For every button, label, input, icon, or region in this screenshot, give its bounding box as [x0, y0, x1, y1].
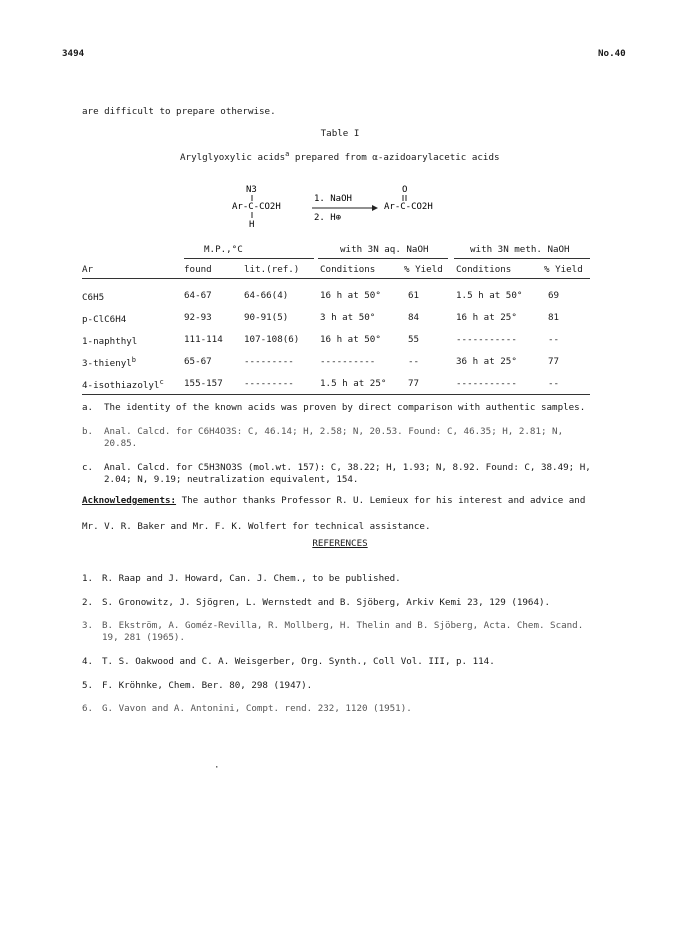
reference-number: 5.: [82, 680, 94, 691]
cell-text: 4-isothiazolyl: [82, 380, 160, 392]
reference-text: S. Gronowitz, J. Sjögren, L. Wernstedt and B. Sjöberg, Arkiv Kemi 23, 129 (1964).: [102, 597, 551, 608]
table-caption: [180, 150, 500, 164]
cell-text: 3 h at 50°: [320, 312, 376, 323]
cell-yield-aq: [408, 378, 419, 390]
cell-cond-meth: [456, 356, 517, 368]
footnote-mark: c: [159, 378, 164, 386]
page-number: 3494: [62, 48, 85, 59]
cell-lit: [244, 312, 288, 324]
cell-text: -----------: [456, 378, 517, 389]
cell-text: --: [408, 356, 420, 367]
caption-post: prepared from α-azidoarylacetic acids: [289, 152, 500, 164]
cell-yield-aq: [408, 312, 419, 324]
cell-text: 61: [408, 290, 420, 301]
cell-ar: [82, 356, 136, 370]
rule-mp: [184, 258, 314, 259]
reaction-arrow-head: [372, 205, 378, 211]
reference-text: B. Ekström, A. Goméz-Revilla, R. Mollberg, H. Thelin and B. Sjöberg, Acta. Chem. Scand. 19, 281 (1965).: [102, 620, 584, 643]
cell-ar: [82, 378, 164, 392]
cell-text: 1-naphthyl: [82, 336, 138, 348]
cell-text: 107-108(6): [244, 334, 300, 345]
footnote-mark: b: [131, 356, 137, 364]
reactant-azide: N3: [246, 185, 257, 195]
cell-found: [184, 356, 212, 368]
cell-text: 16 h at 50°: [320, 290, 381, 301]
col-header-yield-aq: % Yield: [404, 264, 443, 275]
reference-text: T. S. Oakwood and C. A. Weisgerber, Org. Synth., Coll Vol. III, p. 114.: [102, 656, 495, 667]
cell-text: 16 h at 50°: [320, 334, 381, 345]
cell-text: 84: [408, 312, 420, 323]
cell-text: 90-91(5): [244, 312, 289, 323]
footnote-label: a.: [82, 402, 94, 413]
footnote-a: [82, 402, 612, 416]
group-header-meth: with 3N meth. NaOH: [470, 244, 570, 255]
cell-text: 92-93: [184, 312, 212, 323]
cell-lit: [244, 378, 294, 390]
footnote-text: The identity of the known acids was proven by direct comparison with authentic samples.: [104, 402, 586, 413]
col-header-ar: Ar: [82, 264, 94, 275]
col-header-conditions-aq: Conditions: [320, 264, 376, 275]
cell-yield-meth: [548, 334, 559, 346]
cell-cond-aq: [320, 356, 375, 368]
cell-cond-aq: [320, 290, 381, 302]
cell-lit: [244, 356, 294, 368]
cell-cond-meth: [456, 334, 517, 346]
cell-yield-meth: [548, 378, 559, 390]
cell-text: --: [548, 334, 560, 345]
acknowledgements-heading: Acknowledgements:: [82, 495, 177, 506]
cell-cond-aq: [320, 378, 386, 390]
acknowledgements-text: The author thanks Professor R. U. Lemieux for his interest and advice and Mr. V. R. Baker and Mr. F. K. Wolfert for technical assistance.: [82, 495, 586, 532]
cell-text: 155-157: [184, 378, 223, 389]
footnote-b: [82, 426, 612, 454]
table-title: Table I: [320, 128, 360, 139]
cell-text: 65-67: [184, 356, 212, 367]
cell-text: 64-67: [184, 290, 212, 301]
cell-ar: [82, 312, 126, 326]
cell-yield-meth: [548, 312, 559, 324]
cell-found: [184, 378, 223, 390]
cell-found: [184, 312, 212, 324]
footnote-text: Anal. Calcd. for C5H3NO3S (mol.wt. 157): C, 38.22; H, 1.93; N, 8.92. Found: C, 38.49; H, 2.04; N, 9.19; neutralization equivalent, 154.: [104, 462, 591, 485]
col-header-lit: lit.(ref.): [244, 264, 300, 275]
reference-number: 4.: [82, 656, 94, 667]
cell-text: p-ClC6H4: [82, 314, 127, 326]
cell-yield-aq: [408, 290, 419, 302]
cell-text: 81: [548, 312, 560, 323]
reagent-step-1: 1. NaOH: [314, 194, 352, 204]
reference-number: 1.: [82, 573, 94, 584]
reactant-hydrogen: H: [249, 220, 255, 230]
cell-found: [184, 290, 212, 302]
reference-text: G. Vavon and A. Antonini, Compt. rend. 232, 1120 (1951).: [102, 703, 412, 714]
header-rule: [82, 278, 590, 279]
cell-text: 111-114: [184, 334, 223, 345]
cell-yield-aq: [408, 356, 419, 368]
reference-text: F. Kröhnke, Chem. Ber. 80, 298 (1947).: [102, 680, 313, 691]
cell-cond-meth: [456, 378, 517, 390]
product-formula: Ar-C-CO2H: [384, 202, 433, 212]
cell-cond-meth: [456, 290, 522, 302]
col-header-yield-meth: % Yield: [544, 264, 583, 275]
cell-yield-meth: [548, 290, 559, 302]
table-bottom-rule: [82, 394, 590, 395]
cell-ar: [82, 290, 104, 304]
cell-text: 55: [408, 334, 420, 345]
reaction-scheme: [232, 184, 462, 234]
group-header-aq: with 3N aq. NaOH: [340, 244, 429, 255]
footnote-c: [82, 462, 612, 490]
group-header-mp: M.P.,°C: [204, 244, 243, 255]
cell-text: 1.5 h at 50°: [456, 290, 523, 301]
cell-text: 64-66(4): [244, 290, 289, 301]
reference-number: 3.: [82, 620, 94, 631]
cell-yield-aq: [408, 334, 419, 346]
cell-text: 77: [408, 378, 420, 389]
reference-text: R. Raap and J. Howard, Can. J. Chem., to be published.: [102, 573, 401, 584]
caption-pre: Arylglyoxylic acids: [180, 152, 286, 164]
rule-meth: [454, 258, 590, 259]
stray-mark: ·: [214, 762, 220, 773]
footnote-label: b.: [82, 426, 94, 437]
rule-aq: [318, 258, 448, 259]
cell-text: 36 h at 25°: [456, 356, 517, 367]
footnote-label: c.: [82, 462, 94, 473]
journal-issue: No.40: [598, 48, 626, 59]
cell-text: --: [548, 378, 560, 389]
caption-footnote-mark: a: [285, 150, 290, 158]
reaction-scheme-graphic: [232, 184, 462, 234]
cell-text: 69: [548, 290, 560, 301]
product-oxygen: O: [402, 185, 408, 195]
reference-number: 6.: [82, 703, 94, 714]
references-heading: REFERENCES: [312, 538, 368, 549]
cell-cond-aq: [320, 312, 375, 324]
acknowledgements: [82, 488, 606, 540]
cell-text: -----------: [456, 334, 517, 345]
cell-found: [184, 334, 223, 346]
reactant-formula: Ar-C-CO2H: [232, 202, 281, 212]
cell-text: C6H5: [82, 292, 105, 304]
cell-ar: [82, 334, 137, 348]
cell-text: 16 h at 25°: [456, 312, 517, 323]
footnote-text: Anal. Calcd. for C6H4O3S: C, 46.14; H, 2.58; N, 20.53. Found: C, 46.35; H, 2.81; N, 20.85.: [104, 426, 564, 449]
cell-text: 77: [548, 356, 560, 367]
cell-text: 1.5 h at 25°: [320, 378, 387, 389]
cell-yield-meth: [548, 356, 559, 368]
intro-text: are difficult to prepare otherwise.: [82, 106, 276, 117]
col-header-conditions-meth: Conditions: [456, 264, 512, 275]
cell-cond-aq: [320, 334, 381, 346]
reagent-step-2: 2. H⊕: [314, 213, 342, 223]
cell-text: 3-thienyl: [82, 358, 132, 370]
cell-text: ----------: [320, 356, 376, 367]
cell-text: ---------: [244, 378, 294, 389]
cell-text: ---------: [244, 356, 294, 367]
reference-number: 2.: [82, 597, 94, 608]
cell-cond-meth: [456, 312, 517, 324]
col-header-found: found: [184, 264, 212, 275]
cell-lit: [244, 290, 288, 302]
cell-lit: [244, 334, 299, 346]
